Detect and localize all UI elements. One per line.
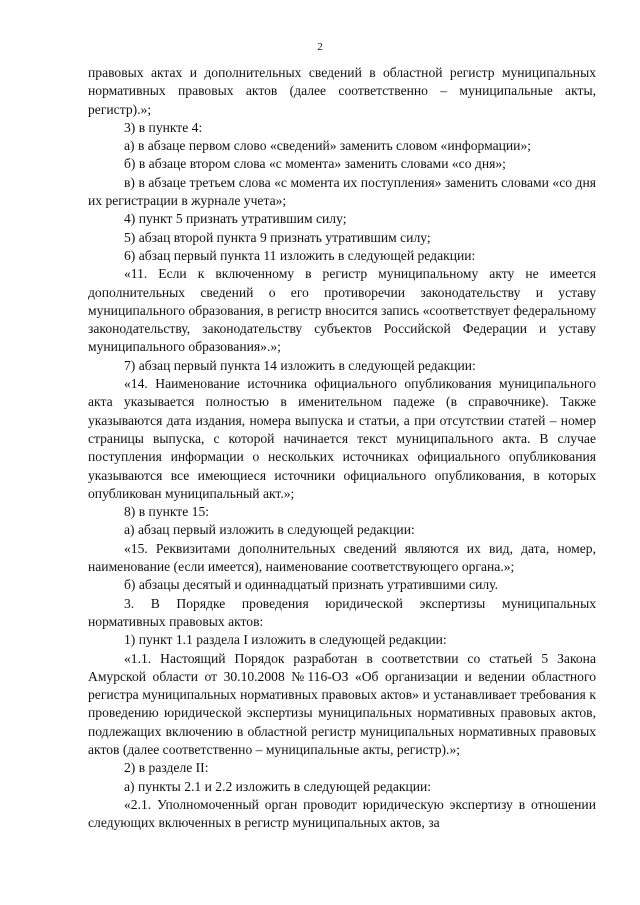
paragraph-item-7: 7) абзац первый пункта 14 изложить в следующей редакции: bbox=[124, 357, 476, 373]
paragraph-item-3c: в) в абзаце третьем слова «с момента их поступления» заменить словами «со дня их регистрации в журнале учета»; bbox=[88, 174, 596, 209]
paragraph-item-4: 4) пункт 5 признать утратившим силу; bbox=[124, 211, 347, 227]
document-body bbox=[88, 64, 596, 832]
paragraph-continuation: правовых актах и дополнительных сведений в областной регистр муниципальных нормативных правовых актов (далее соответственно – муниципальные акты, регистр).»; bbox=[88, 65, 596, 117]
paragraph-item-8: 8) в пункте 15: bbox=[124, 504, 210, 520]
paragraph-item-8a: а) абзац первый изложить в следующей редакции: bbox=[124, 522, 415, 538]
paragraph-section-3-item-2: 2) в разделе II: bbox=[124, 760, 209, 776]
paragraph-item-6: 6) абзац первый пункта 11 изложить в следующей редакции: bbox=[124, 247, 476, 263]
paragraph-section-3: 3. В Порядке проведения юридической экспертизы муниципальных нормативных правовых актов: bbox=[88, 595, 596, 629]
paragraph-quote-11: «11. Если к включенному в регистр муниципальному акту не имеется дополнительных сведений о его противоречии законодательству и уставу муниципального образования, в регистр вносится запись «соответствует федеральному законодательству, законодательству субъектов Российской Федерации и уставу муниципального образования».»; bbox=[88, 266, 596, 355]
page-number: 2 bbox=[317, 41, 323, 53]
paragraph-item-5: 5) абзац второй пункта 9 признать утратившим силу; bbox=[124, 229, 431, 245]
paragraph-item-3a: а) в абзаце первом слово «сведений» заменить словом «информации»; bbox=[124, 138, 532, 154]
paragraph-item-3: 3) в пункте 4: bbox=[124, 119, 203, 135]
paragraph-section-3-item-1: 1) пункт 1.1 раздела I изложить в следующей редакции: bbox=[124, 632, 447, 648]
paragraph-item-3b: б) в абзаце втором слова «с момента» заменить словами «со дня»; bbox=[124, 156, 506, 172]
paragraph-section-3-item-2a: а) пункты 2.1 и 2.2 изложить в следующей редакции: bbox=[124, 778, 432, 794]
paragraph-item-8b: б) абзацы десятый и одиннадцатый признать утратившими силу. bbox=[124, 577, 498, 593]
paragraph-quote-2-1: «2.1. Уполномоченный орган проводит юридическую экспертизу в отношении следующих включенных в регистр муниципальных актов, за bbox=[88, 796, 596, 831]
paragraph-quote-1-1: «1.1. Настоящий Порядок разработан в соответствии со статьей 5 Закона Амурской области от 30.10.2008 №116-ОЗ «Об организации и ведении областного регистра муниципальных нормативных правовых актов» и устанавливает требования к проведению юридической экспертизы муниципальных нормативных правовых актов, подлежащих включению в областной регистр муниципальных нормативных правовых актов (далее соответственно – муниципальные акты, регистр).»; bbox=[88, 650, 596, 757]
paragraph-quote-14: «14. Наименование источника официального опубликования муниципального акта указывается полностью в именительном падеже (в справочнике). Также указываются дата издания, номера выпуска и статьи, а при отсутствии статей – номер страницы выпуска, с которой начинается текст муниципального акта. В случае поступления информации о нескольких источниках официального опубликования указываются все имеющиеся источники официального опубликования, в которых опубликован муниципальный акт.»; bbox=[88, 376, 596, 501]
paragraph-quote-15: «15. Реквизитами дополнительных сведений являются их вид, дата, номер, наименование (если имеется), наименование соответствующего органа.»; bbox=[88, 540, 596, 575]
